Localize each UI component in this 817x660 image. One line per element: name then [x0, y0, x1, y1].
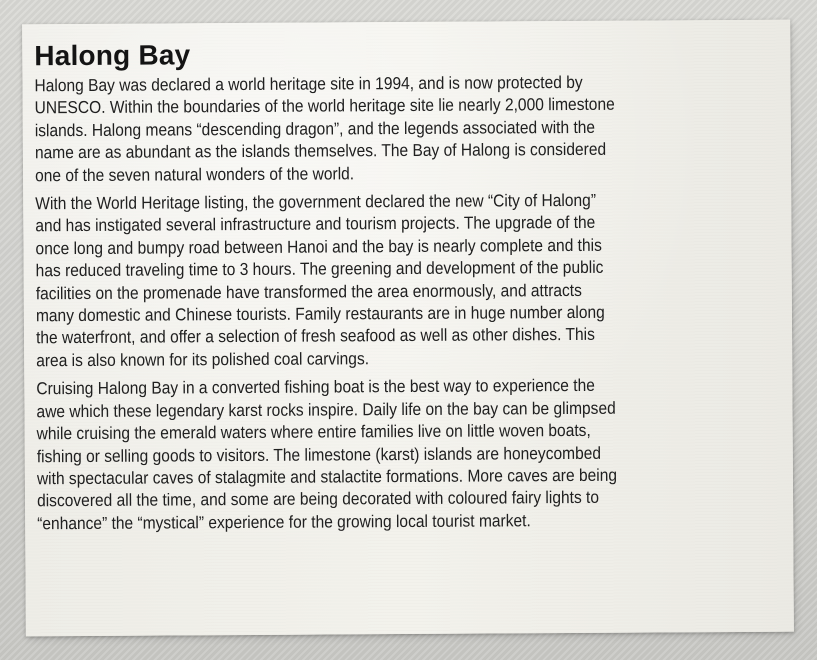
text-line: while cruising the emerald waters where entire families live on little woven boats, [36, 419, 591, 444]
text-line: islands. Halong means “descending dragon”, and the legends associated with the [34, 116, 596, 141]
text-line: awe which these legendary karst rocks inspire. Daily life on the bay can be glimpsed [36, 397, 616, 421]
text-line: with spectacular caves of stalagmite and stalactite formations. More caves are being [36, 464, 618, 489]
text-line: name are as abundant as the islands themselves. The Bay of Halong is considered [34, 139, 607, 163]
text-line: one of the seven natural wonders of the world. [34, 162, 355, 185]
text-line: once long and bumpy road between Hanoi and the bay is nearly complete and this [35, 234, 602, 259]
text-line: has reduced traveling time to 3 hours. The greening and development of the public [35, 257, 604, 281]
text-line: Cruising Halong Bay in a converted fishing boat is the best way to experience the [36, 375, 595, 399]
text-line: many domestic and Chinese tourists. Family restaurants are in huge number along [35, 301, 605, 326]
card-content [34, 36, 773, 541]
page-title: Halong Bay [34, 39, 191, 72]
paragraph-2 [35, 188, 772, 372]
text-line: UNESCO. Within the boundaries of the world heritage site lie nearly 2,000 limestone [34, 94, 615, 118]
text-line: fishing or selling goods to visitors. The limestone (karst) islands are honeycombed [36, 442, 602, 466]
text-line: “enhance” the “mystical” experience for the growing local tourist market. [37, 509, 531, 533]
text-line: area is also known for its polished coal carvings. [36, 348, 370, 371]
info-card [22, 20, 794, 637]
text-line: Halong Bay was declared a world heritage site in 1994, and is now protected by [34, 71, 583, 96]
paragraph-1 [34, 70, 771, 187]
text-line: the waterfront, and offer a selection of fresh seafood as well as other dishes. This [35, 324, 595, 348]
text-line: With the World Heritage listing, the government declared the new “City of Halong” [35, 189, 597, 214]
text-line: discovered all the time, and some are being decorated with coloured fairy lights to [36, 487, 600, 511]
paragraph-3 [36, 373, 773, 534]
text-line: facilities on the promenade have transformed the area enormously, and attracts [35, 279, 582, 303]
text-line: and has instigated several infrastructure and tourism projects. The upgrade of the [35, 212, 596, 236]
